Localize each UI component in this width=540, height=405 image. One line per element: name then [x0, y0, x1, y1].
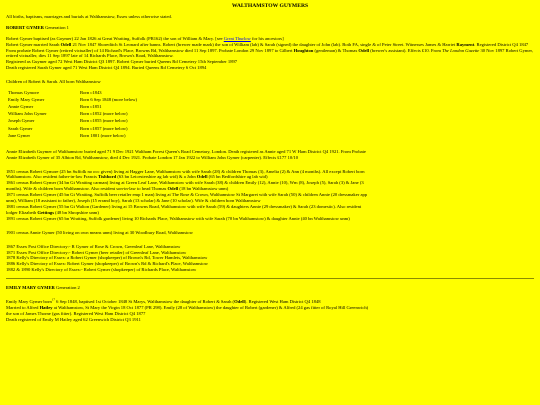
child-name: Annie Gymer — [8, 104, 34, 110]
child-name: Joseph Gymer — [8, 118, 35, 124]
section-heading-robert — [6, 25, 534, 31]
census-paragraph — [6, 169, 534, 222]
child-born: Born c1852 (more below) — [80, 111, 128, 117]
section-divider — [6, 278, 534, 279]
directory-entry: 1878 Kelly's Directory of Essex: a Robert Gymer (shopkeeper) of Brown's Rd, Tower Hamlets, Walthamstow — [6, 255, 208, 261]
robert-generation: Generation 1 — [45, 24, 69, 30]
surname: Odell — [234, 299, 245, 305]
publication-title: The London Gazette — [442, 47, 480, 53]
emily-text: 6 Sep 1848, baptised 1st October 1848 St Marys, Walthamstow the daughter of Robert & Sarah ( — [55, 299, 235, 305]
child-row — [8, 111, 137, 118]
surname: Odell — [196, 174, 208, 180]
bio-text: (brewer's assistant). Effects £10. From — [369, 47, 443, 53]
surname: Hatley — [39, 304, 53, 310]
emily-name: EMILY MARY GYMER — [6, 285, 55, 291]
child-name: Thomas Gymore — [8, 90, 40, 96]
emily-bio — [6, 299, 534, 323]
child-row — [8, 90, 137, 97]
children-table — [8, 90, 137, 140]
directory-entry: 1882 & 1890 Kelly's Directory of Essex:- Robert Gymer (shopkeeper) of Richards Place, Walthamstow — [6, 267, 197, 273]
bio-text: 21 Nov 1847 Shoreditch St Leonard after banns. Robert (brewer made mark) the son of William (lab) & Sarah (signed) the daughter of John (lab). Both FA, single & of Peter Street. Witnesses James & Harriet — [71, 41, 457, 47]
annie-text: Annie Elizabeth Gymer of 35 Albion Rd, Walthamstow, died 4 Dec 1921. Probate London 17 Jan 1922 to William John Gymer (carpenter). Effects £177 10/10 — [6, 154, 299, 160]
surname: Rayment — [456, 41, 475, 47]
directories-paragraph — [6, 244, 534, 274]
census-1861: months). Wife & children born Walthamstow. Also resident son-in-law to head Thomas — [6, 186, 168, 192]
bio-text: (gentleman) & Thomas — [313, 47, 359, 53]
census-1851: (65 bn Bedfordshire ag lab wid) — [207, 174, 268, 180]
child-born: Born c1851 — [80, 104, 102, 110]
child-row — [8, 126, 137, 133]
child-name: Jane Gymer — [8, 132, 31, 138]
child-name: Sarah Gymer — [8, 125, 33, 131]
surname: Gettings — [37, 209, 54, 215]
child-row — [8, 133, 137, 140]
surname: Houghton — [293, 47, 314, 53]
census-1861: (18 bn Walthamstow unm) — [178, 186, 229, 192]
census-1851: 1851 census Robert Gymore (25 bn Suffolk no occ given) living at Hagger Lane, Walthamstow with wife Sarah (28) & children Thomas (3), Amelia (2) & Ann (4 months). All except Robert born — [6, 168, 365, 174]
bio-text: From probate Robert Gymer (retired victualler) of 14 Richard's Place, Browns Rd, Walthamstow died 11 Sep 1897. Probate London 29 Nov 1897 to Gilbert — [6, 47, 294, 53]
bio-text: . Registered District Q4 1847 — [474, 41, 529, 47]
census-1871: unm), William (18 assistant to father), Joseph (15 errand boy), Sarah (13 scholar) & Jane (10 scholar). Wife & children born Walthamstow — [6, 198, 261, 204]
census-1881: (48 bn Shropshire unm) — [53, 209, 99, 215]
census-1861: 1861 census Robert Gymer (34 bn Gt Wratting carman) living at Green Leaf Lane, Walthamstow with wife Sarah (38) & children Emily (12), Annie (10), Wm (8), Joseph (5), Sarah (3) & Jane (3 — [6, 180, 364, 186]
robert-bio — [6, 36, 534, 71]
annie-paragraph — [6, 149, 534, 161]
emily-text: at Walthamstow, St Mary the Virgin 18 Oct 1877 (PR 298). Emily (28 of Walthamstow) the daughter of Robert (gardener) & Alfred (24 gas fitter of Royal Hill Greenwich) — [52, 304, 369, 310]
children-heading: Children of Robert & Sarah. All born Walthamstow — [6, 79, 101, 85]
census-1881: 1881 census Robert Gymer (55 bn Gt Walton (Gardener) living at 15 Browns Road, Walthamstow with wife Sarah (59) & daughters Annie (29 dressmaker) & Sarah (23 domestic). Also resident — [6, 203, 362, 209]
census-1851: (63 bn Leicestershire ag lab wid) & a John — [116, 174, 197, 180]
child-born: Born 6 Sep 1848 (more below) — [80, 97, 138, 103]
annie-text: Annie Elizabeth Guymer of Walthamstow buried aged 71 9 Dec 1921 Waltham Forest Queen's Road Cemetary, London. Death registered as Annie aged 71 W Ham District Q4 1921. From Probate — [6, 148, 366, 154]
directory-entry: 1886 Kelly's Directory of Essex: Robert Gymer (shopkeeper) of Brown's Rd & Richard's Place, Walthamstow — [6, 261, 208, 267]
robert-name: ROBERT GYMER — [6, 24, 44, 30]
emily-text: Death registered of Emily M Hatley aged 62 Greenwich District Q3 1911 — [6, 316, 141, 322]
surname: Tishbord — [98, 174, 117, 180]
emily-text: Emily Mary Gymer born — [6, 299, 52, 305]
census-1901: 1901 census Annie Gymer (50 living on own means unm) living at 30 Woodbury Road, Walthamstow — [6, 229, 193, 235]
page-title: WALTHAMSTOW GUYMERS — [231, 3, 309, 9]
bio-text: Robert Gymer baptised (as Goymer) 22 Jan 1826 at Great Wratting, Suffolk (PR162) the son of William & Mary. [see — [6, 35, 224, 41]
child-row — [8, 118, 137, 125]
surname: Odell — [358, 47, 370, 53]
bio-text: Death registered Sarah Gymer aged 71 West Ham District Q4 1894. Buried Queens Rd Cemetery 6 Oct 1894 — [6, 65, 207, 71]
child-name: Emily Mary Gymer — [8, 97, 45, 103]
bio-text: Registered as Guymer aged 72 West Ham District Q3 1897. Robert Gymer buried Queens Rd Cemetery 15th September 1897 — [6, 59, 238, 65]
child-row — [8, 104, 137, 111]
bio-text: 30 Nov 1897 Robert Gymer, retired victualler, dies 11 Sep 1897 late of 14 Richards Place, Brown's Road, Walthamstow. — [6, 47, 534, 59]
child-born: Born 1801 (more below) — [80, 132, 126, 138]
census-1891: 1891 census Robert Gymer (65 bn Wratting, Suffolk gardener) living 10 Richards Place, Walthamstow with wife Sarah (70 bn Walthamstow) & daughter Annie (40 bn Walthamstow unm) — [6, 215, 350, 221]
census-1881: lodger Elizabeth — [6, 209, 38, 215]
directory-entry: 1871 Essex Post Office Directory:- Robert Gymer (beer retailer) of Greenleaf Lane, Walthamstow — [6, 249, 187, 255]
child-born: Born c1843 — [80, 90, 102, 96]
footnote-marker: 17 — [51, 297, 55, 302]
child-born: Born c1857 (more below) — [80, 125, 128, 131]
emily-text: Married to Alfred — [6, 304, 40, 310]
emily-text: the son of James Thorne (gas fitter). Registered West Ham District Q4 1877 — [6, 310, 146, 316]
surname: Odell — [167, 186, 179, 192]
child-name: William John Gymer — [8, 111, 47, 117]
section-heading-emily — [6, 285, 534, 291]
census-1851: Walthamstow. Also resident father-in-law Francis — [6, 174, 99, 180]
great-thurlow-link[interactable]: Great Thurlow — [223, 35, 251, 41]
directory-entry: 1867 Essex Post Office Directory:- R Gymer of Rose & Crown, Greenleaf Lane, Walthamstow — [6, 243, 181, 249]
child-row — [8, 97, 137, 104]
emily-text: ). Registered West Ham District Q4 1848 — [244, 299, 321, 305]
bio-text: Robert Gymer married Sarah — [6, 41, 61, 47]
surname: Odell — [60, 41, 72, 47]
child-born: Born c1855 (more below) — [80, 118, 128, 124]
intro-text: All births, baptisms, marriages and burials at Walthamstow, Essex unless otherwise stated. — [6, 13, 172, 19]
emily-generation: Generation 2 — [56, 285, 80, 291]
census-1871: 1871 census Robert Gymer (45 bn Gt Wratting, Suffolk beer retailer emp 1 man) living at The Rose & Crown, Walthamstow St Margaret with wife Sarah (50) & children Annie (20 dressmaker app — [6, 192, 368, 198]
bio-text: for his ancestors] — [250, 35, 284, 41]
